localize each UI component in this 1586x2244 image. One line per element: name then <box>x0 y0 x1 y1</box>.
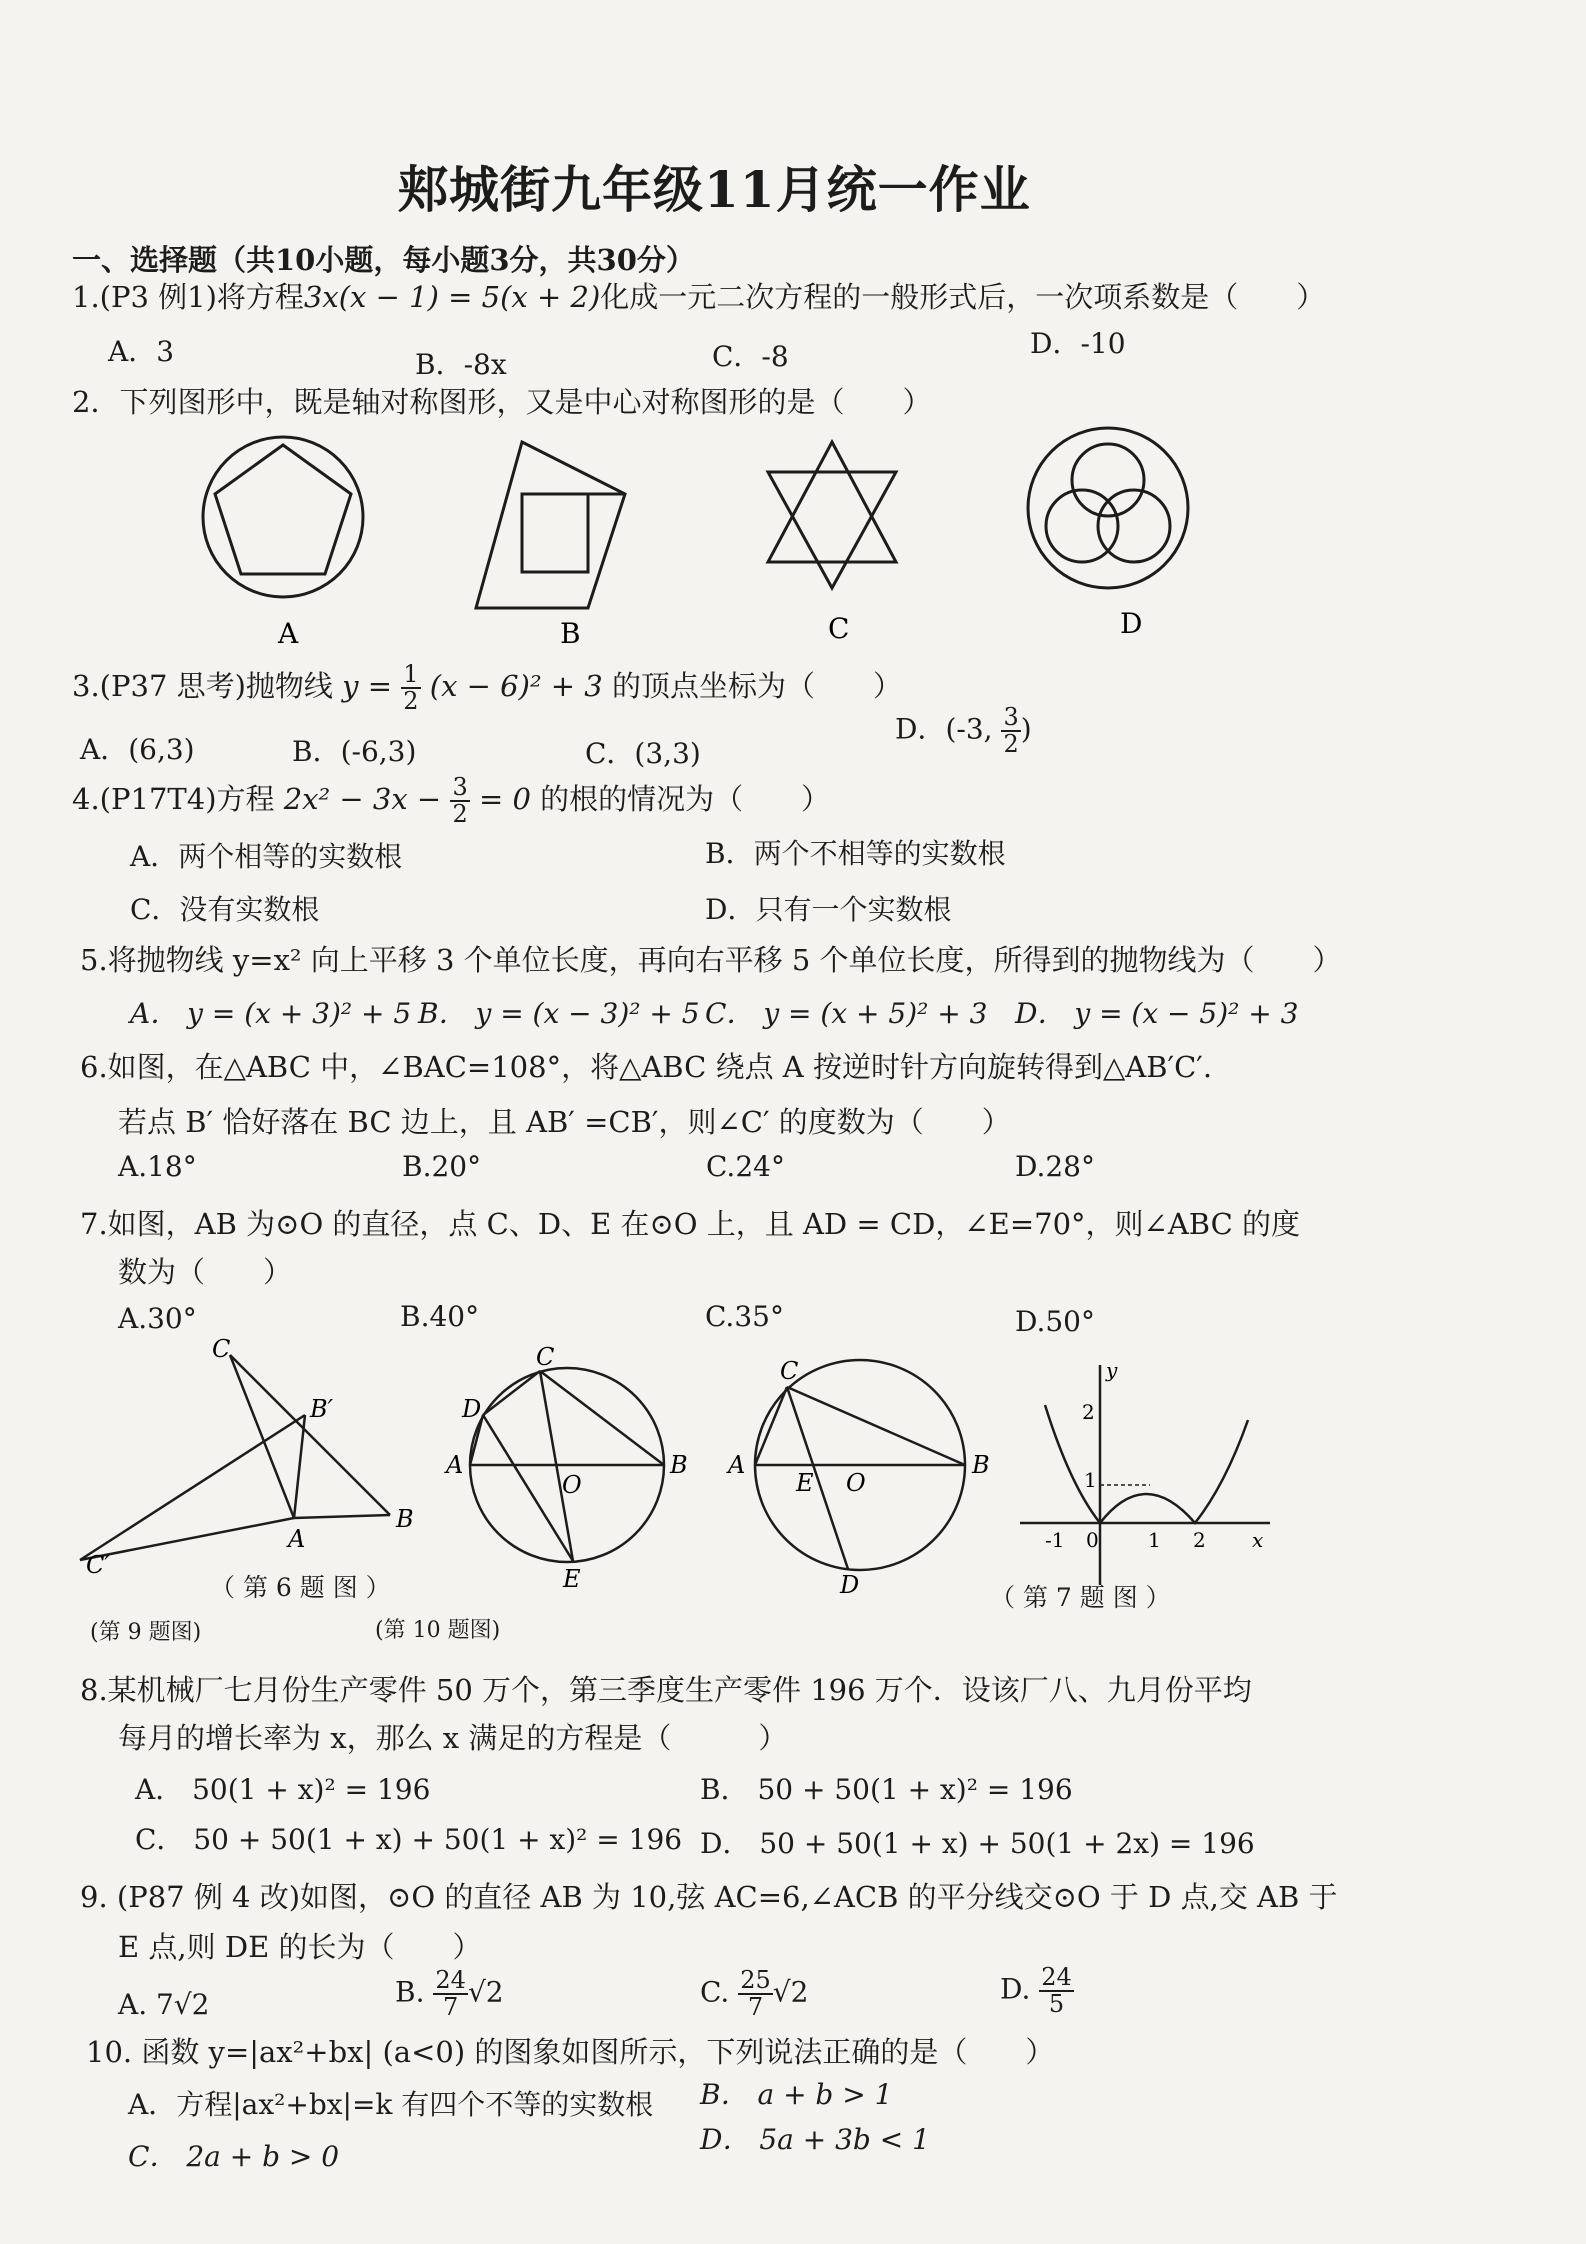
q10-option-c: C． 2a + b > 0 <box>128 2140 340 2173</box>
q9-c-den: 7 <box>747 1993 764 2022</box>
q9-b-den: 7 <box>443 1993 459 2022</box>
q5-option-a: A． y = (x + 3)² + 5 <box>130 997 412 1030</box>
q9-option-d-prefix: D. <box>1000 1972 1031 2006</box>
q6-option-a: A.18° <box>118 1150 197 1183</box>
q9-d-den: 5 <box>1048 1990 1065 2019</box>
q4-stem-prefix: 4.(P17T4)方程 <box>72 782 275 817</box>
q4-eq-a: 2x² − 3x − <box>283 782 442 817</box>
caption-fig9: (第 9 题图) <box>90 1620 202 1645</box>
question-2-stem: 2．下列图形中，既是轴对称图形，又是中心对称图形的是（ ） <box>72 385 932 419</box>
q4-option-d: D．只有一个实数根 <box>705 893 952 926</box>
caption-fig10: (第 10 题图) <box>375 1618 501 1643</box>
q3-frac-num: 1 <box>403 660 419 688</box>
q2-figure-d-three-circles <box>1028 428 1188 588</box>
q2-label-a: A <box>278 617 299 650</box>
q10-option-b: B． a + b > 1 <box>700 2078 893 2111</box>
q2-label-d: D <box>1120 607 1143 640</box>
fig6-label-bprime: B′ <box>310 1395 334 1423</box>
q3-frac-den: 2 <box>403 687 419 716</box>
q4-option-c: C．没有实数根 <box>130 893 320 926</box>
q3-option-d <box>895 705 1032 757</box>
q8-option-c: C． 50 + 50(1 + x) + 50(1 + x)² = 196 <box>135 1823 683 1856</box>
q2-figures <box>160 420 1220 660</box>
q9-option-c-fraction <box>738 1968 773 2020</box>
q3-option-c: C．(3,3) <box>585 737 701 770</box>
fig9-label-d: D <box>840 1571 860 1595</box>
q4-option-b: B．两个不相等的实数根 <box>705 837 1006 870</box>
q4-fraction <box>450 775 469 827</box>
q1-stem-suffix: 化成一元二次方程的一般形式后，一次项系数是（ ） <box>600 280 1326 314</box>
question-9-line2: E 点,则 DE 的长为（ ） <box>118 1930 482 1964</box>
q3-option-b: B．(-6,3) <box>292 735 417 768</box>
q3-y: y = <box>342 669 393 704</box>
q9-option-c <box>700 1968 808 2020</box>
fig7-circle-figure <box>470 1368 664 1562</box>
figures-row <box>60 1335 1300 1595</box>
q9-b-num: 24 <box>435 1966 466 1994</box>
section-heading: 一、选择题（共10小题，每小题3分，共30分） <box>72 243 695 277</box>
q6-option-b: B.20° <box>402 1150 482 1183</box>
q1-option-a: A．3 <box>108 335 175 368</box>
fig10-label-neg1: -1 <box>1045 1528 1065 1552</box>
q1-option-b: B．-8x <box>415 348 507 381</box>
fig7-label-c: C <box>536 1343 555 1371</box>
fig6-triangles <box>80 1355 390 1560</box>
q1-option-c: C．-8 <box>712 340 789 373</box>
fig9-label-a: A <box>728 1451 746 1479</box>
question-7-line2: 数为（ ） <box>118 1255 293 1289</box>
question-7-line1: 7.如图，AB 为⊙O 的直径，点 C、D、E 在⊙O 上，且 AD = CD，∠E=70°，则∠ABC 的度 <box>80 1207 1301 1241</box>
q3-option-a: A．(6,3) <box>80 733 195 766</box>
fig6-label-c: C <box>212 1335 231 1363</box>
question-6-line1: 6.如图，在△ABC 中，∠BAC=108°，将△ABC 绕点 A 按逆时针方向旋转得到△AB′C′. <box>80 1050 1213 1084</box>
q3-d-den: 2 <box>1003 730 1019 759</box>
q9-option-a: A. 7√2 <box>118 1988 210 2021</box>
fig9-label-e: E <box>796 1469 814 1497</box>
q9-d-num: 24 <box>1041 1963 1072 1991</box>
q4-frac-den: 2 <box>452 800 468 829</box>
q2-label-b: B <box>560 617 581 650</box>
fig10-label-x: x <box>1252 1528 1264 1552</box>
q3-fraction <box>401 662 420 714</box>
question-10-stem: 10. 函数 y=|ax²+bx| (a<0) 的图象如图所示，下列说法正确的是（ ） <box>86 2035 1055 2069</box>
q8-option-b: B． 50 + 50(1 + x)² = 196 <box>700 1773 1073 1806</box>
q4-frac-num: 3 <box>452 773 468 801</box>
fig9-circle-figure <box>755 1360 965 1570</box>
q9-option-b-fraction <box>433 1968 468 2020</box>
fig7-label-a: A <box>446 1451 464 1479</box>
fig9-label-c: C <box>780 1357 799 1385</box>
fig9-label-b: B <box>972 1451 990 1479</box>
q2-figure-b-square-figure <box>476 442 625 608</box>
fig10-label-y2: 2 <box>1082 1400 1095 1424</box>
q3-d-num: 3 <box>1003 703 1019 731</box>
fig10-graph <box>1020 1365 1270 1585</box>
q9-option-b-prefix: B. <box>395 1975 425 2009</box>
question-1-stem <box>72 275 1325 316</box>
q3-option-d-prefix: D．(-3, <box>895 712 993 746</box>
q5-option-b: B． y = (x − 3)² + 5 <box>418 997 700 1030</box>
fig10-label-y1: 1 <box>1084 1468 1097 1492</box>
q9-option-b <box>395 1968 504 2020</box>
question-8-line2: 每月的增长率为 x，那么 x 满足的方程是（ ） <box>118 1721 788 1755</box>
question-9-line1: 9. (P87 例 4 改)如图，⊙O 的直径 AB 为 10,弦 AC=6,∠ACB 的平分线交⊙O 于 D 点,交 AB 于 <box>80 1880 1338 1914</box>
fig10-label-x2: 2 <box>1193 1528 1206 1552</box>
q6-option-c: C.24° <box>706 1150 785 1183</box>
q1-option-d: D．-10 <box>1030 327 1126 360</box>
fig7-label-e: E <box>563 1565 581 1593</box>
q4-stem-suffix: 的根的情况为（ ） <box>540 782 831 817</box>
q7-option-d: D.50° <box>1015 1305 1095 1338</box>
fig10-label-y: y <box>1106 1358 1118 1382</box>
q5-option-d: D． y = (x − 5)² + 3 <box>1015 997 1299 1030</box>
fig6-label-a: A <box>288 1525 306 1553</box>
fig9-label-o: O <box>846 1469 866 1497</box>
q7-option-b: B.40° <box>400 1300 480 1333</box>
q9-option-d-fraction <box>1039 1965 1074 2017</box>
q2-figure-a-pentagon-in-circle <box>203 437 363 597</box>
fig7-label-o: O <box>562 1471 582 1499</box>
q2-label-c: C <box>828 612 850 645</box>
q5-option-c: C． y = (x + 5)² + 3 <box>705 997 988 1030</box>
caption-fig7: （ 第 7 题 图 ） <box>990 1583 1171 1612</box>
caption-fig6: （ 第 6 题 图 ） <box>210 1573 391 1602</box>
q2-figure-c-hexagram <box>768 442 896 588</box>
fig7-label-b: B <box>670 1451 688 1479</box>
q3-option-d-suffix: ) <box>1020 712 1032 746</box>
q9-c-num: 25 <box>740 1966 771 1994</box>
question-5-stem: 5.将抛物线 y=x² 向上平移 3 个单位长度，再向右平移 5 个单位长度，所得到的抛物线为（ ） <box>80 943 1342 977</box>
fig6-label-b: B <box>396 1505 414 1533</box>
q3-option-d-fraction <box>1001 705 1020 757</box>
q1-stem-prefix: 1.(P3 例1)将方程 <box>72 280 304 314</box>
q9-option-b-suffix: √2 <box>467 1975 504 2009</box>
question-3-stem <box>72 662 902 714</box>
q9-option-d <box>1000 1965 1074 2017</box>
question-6-line2: 若点 B′ 恰好落在 BC 边上，且 AB′ =CB′，则∠C′ 的度数为（ ） <box>118 1105 1011 1139</box>
q8-option-d: D． 50 + 50(1 + x) + 50(1 + 2x) = 196 <box>700 1827 1255 1860</box>
fig6-label-cprime: C′ <box>86 1551 110 1579</box>
question-4-stem <box>72 775 830 827</box>
q10-option-a: A．方程|ax²+bx|=k 有四个不等的实数根 <box>128 2088 654 2121</box>
fig10-label-x1: 1 <box>1148 1528 1161 1552</box>
q4-eq-b: = 0 <box>478 782 531 817</box>
page-title: 郏城街九年级11月统一作业 <box>398 160 1031 219</box>
q3-equation: (x − 6)² + 3 <box>429 669 603 704</box>
q3-stem-prefix: 3.(P37 思考)抛物线 <box>72 669 333 704</box>
q6-option-d: D.28° <box>1015 1150 1095 1183</box>
fig7-label-d: D <box>462 1395 482 1423</box>
q3-stem-suffix: 的顶点坐标为（ ） <box>611 669 902 704</box>
q9-option-c-prefix: C. <box>700 1975 730 2009</box>
q10-option-d: D． 5a + 3b < 1 <box>700 2123 930 2156</box>
q4-option-a: A．两个相等的实数根 <box>130 840 403 873</box>
q7-option-a: A.30° <box>118 1302 197 1335</box>
fig10-label-zero: 0 <box>1086 1528 1099 1552</box>
question-8-line1: 8.某机械厂七月份生产零件 50 万个，第三季度生产零件 196 万个．设该厂八、九月份平均 <box>80 1673 1252 1707</box>
q7-option-c: C.35° <box>705 1300 784 1333</box>
q8-option-a: A． 50(1 + x)² = 196 <box>135 1773 431 1806</box>
q1-equation: 3x(x − 1) = 5(x + 2) <box>303 280 601 314</box>
q9-option-c-suffix: √2 <box>772 1975 809 2009</box>
